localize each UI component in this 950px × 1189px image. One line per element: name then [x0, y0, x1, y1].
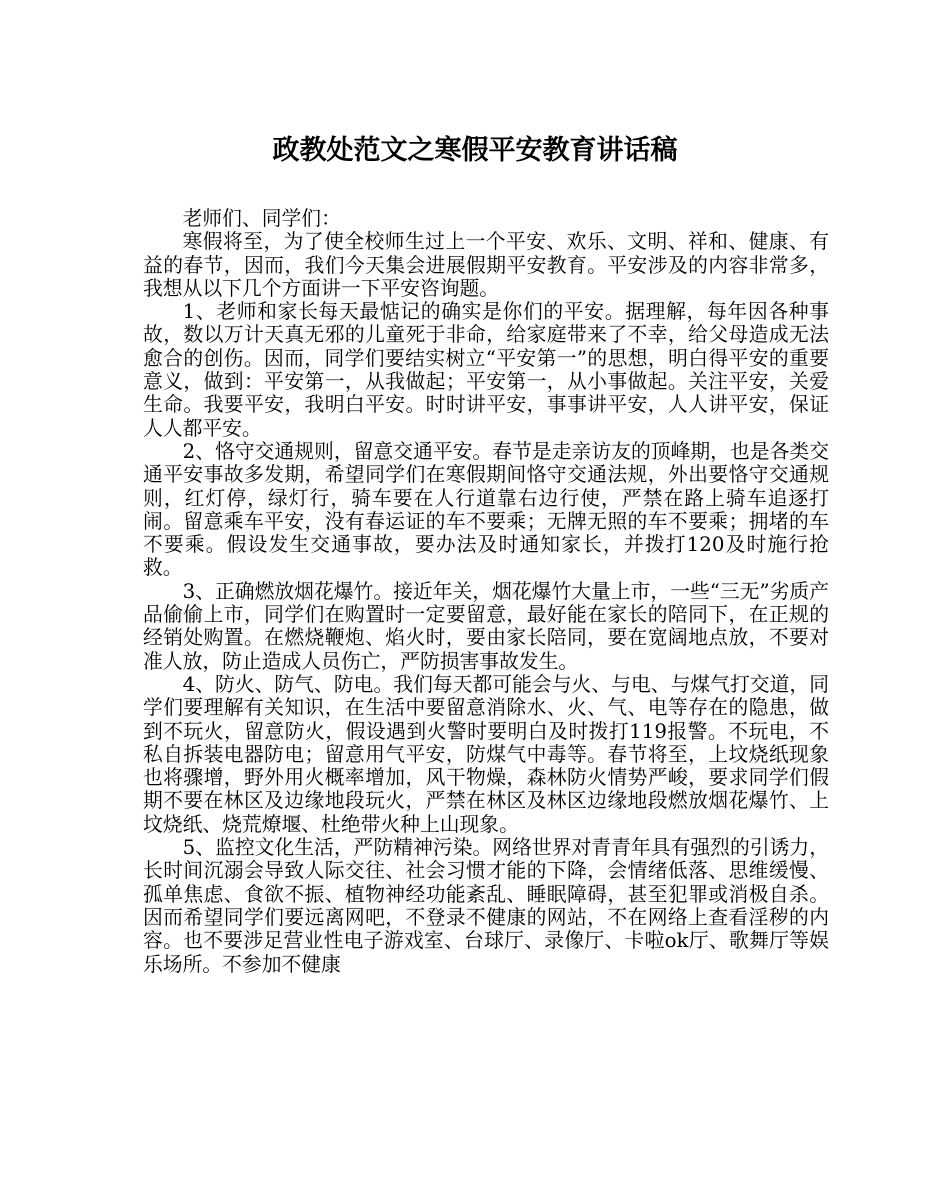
intro-paragraph: 寒假将至，为了使全校师生过上一个平安、欢乐、文明、祥和、健康、有益的春节，因而，我们今天集会进展假期平安教育。平安涉及的内容非常多，我想从以下几个方面讲一下平安咨询题。 — [143, 230, 829, 300]
point-5-paragraph: 5、监控文化生活，严防精神污染。网络世界对青青年具有强烈的引诱力，长时间沉溺会导致人际交往、社会习惯才能的下降，会情绪低落、思维缓慢、孤单焦虑、食欲不振、植物神经功能紊乱、睡眠障碍，甚至犯罪或消极自杀。因而希望同学们要远离网吧，不登录不健康的网站，不在网络上查看淫秽的内容。也不要涉足营业性电子游戏室、台球厅、录像厅、卡啦ok厅、歌舞厅等娱乐场所。不参加不健康 — [143, 836, 829, 976]
point-2-paragraph: 2、恪守交通规则，留意交通平安。春节是走亲访友的顶峰期，也是各类交通平安事故多发期，希望同学们在寒假期间恪守交通法规，外出要恪守交通规则，红灯停，绿灯行，骑车要在人行道靠右边行使，严禁在路上骑车追逐打闹。留意乘车平安，没有春运证的车不要乘；无牌无照的车不要乘；拥堵的车不要乘。假设发生交通事故，要办法及时通知家长，并拨打120及时施行抢救。 — [143, 439, 829, 580]
point-4-paragraph: 4、防火、防气、防电。我们每天都可能会与火、与电、与煤气打交道，同学们要理解有关知识，在生活中要留意消除水、火、气、电等存在的隐患，做到不玩火，留意防火，假设遇到火警时要明白及时拨打119报警。不玩电，不私自拆装电器防电；留意用气平安，防煤气中毒等。春节将至，上坟烧纸现象也将骤增，野外用火概率增加，风干物燥，森林防火情势严峻，要求同学们假期不要在林区及边缘地段玩火，严禁在林区及林区边缘地段燃放烟花爆竹、上坟烧纸、烧荒燎堰、杜绝带火种上山现象。 — [143, 672, 829, 836]
document-body — [143, 207, 829, 976]
point-1-paragraph: 1、老师和家长每天最惦记的确实是你们的平安。据理解，每年因各种事故，数以万计天真无邪的儿童死于非命，给家庭带来了不幸，给父母造成无法愈合的创伤。因而，同学们要结实树立“平安第一”的思想，明白得平安的重要意义，做到：平安第一，从我做起；平安第一，从小事做起。关注平安，关爱生命。我要平安，我明白平安。时时讲平安，事事讲平安，人人讲平安，保证人人都平安。 — [143, 300, 829, 440]
greeting-paragraph: 老师们、同学们： — [182, 207, 341, 230]
document-title: 政教处范文之寒假平安教育讲话稿 — [272, 135, 678, 166]
point-3-paragraph: 3、正确燃放烟花爆竹。接近年关，烟花爆竹大量上市，一些“三无”劣质产品偷偷上市，同学们在购置时一定要留意，最好能在家长的陪同下，在正规的经销处购置。在燃烧鞭炮、焰火时，要由家长陪同，要在宽阔地点放，不要对准人放，防止造成人员伤亡，严防损害事故发生。 — [143, 579, 829, 673]
